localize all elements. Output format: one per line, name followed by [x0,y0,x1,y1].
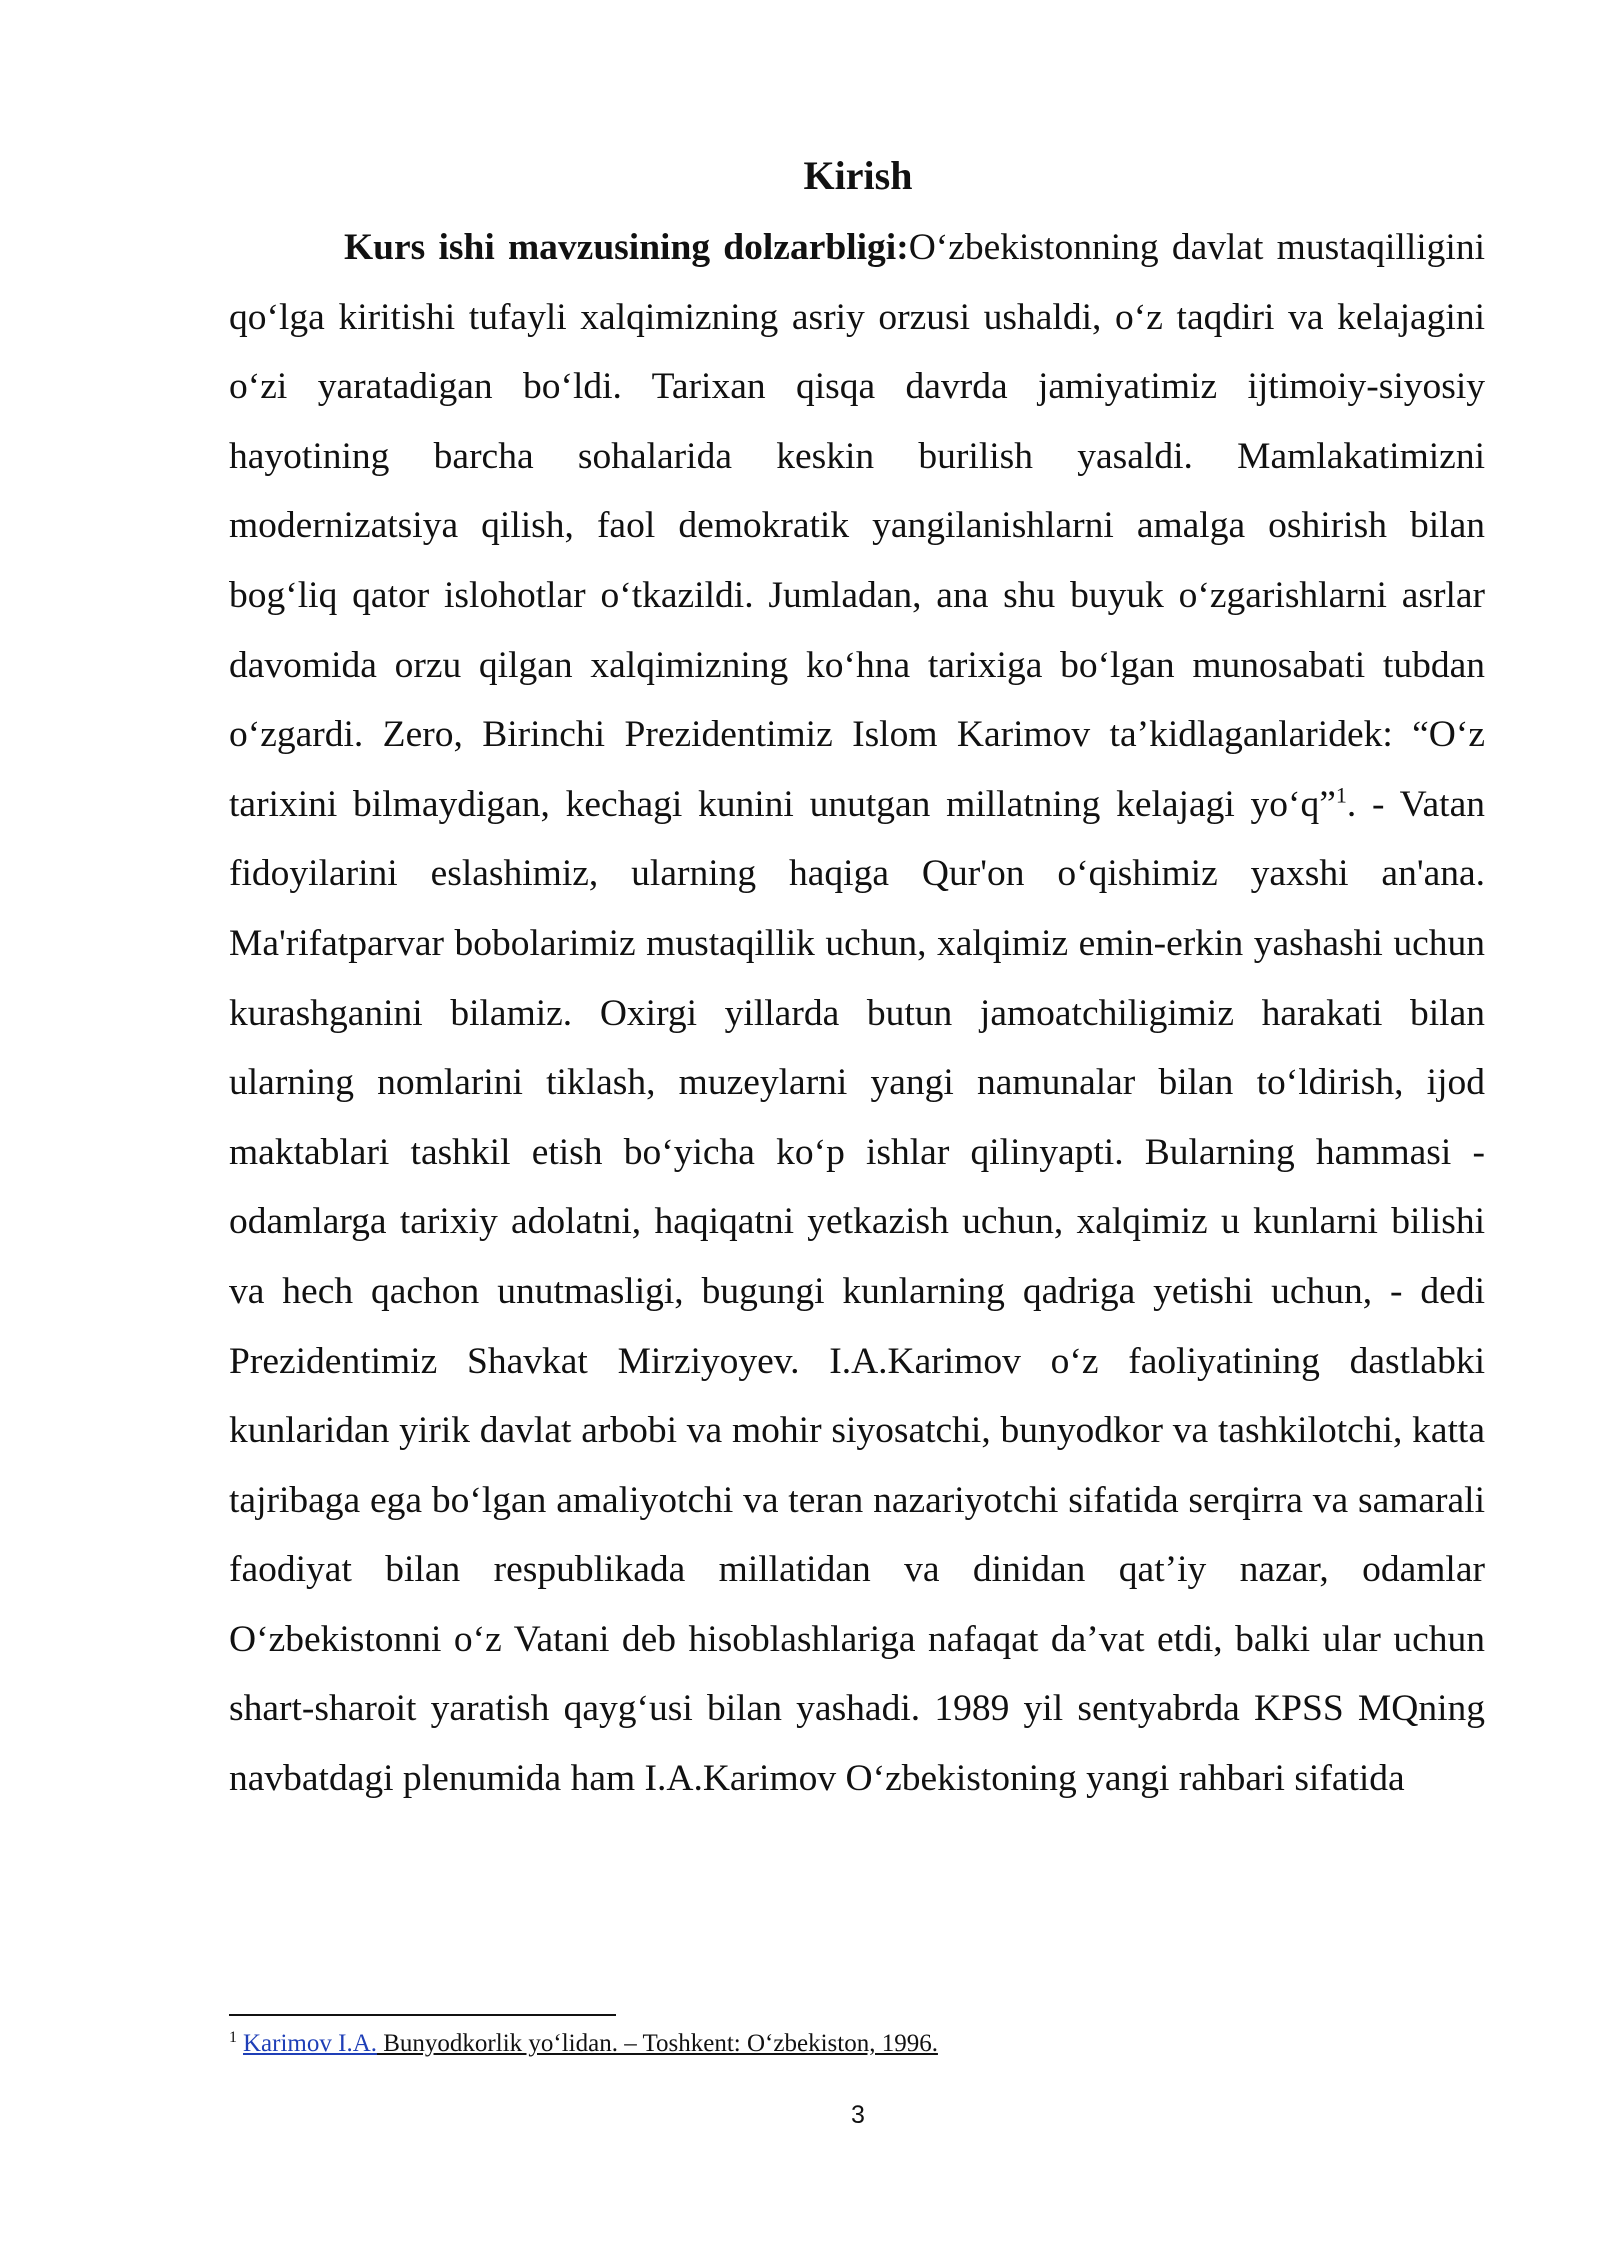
paragraph-lead: Kurs ishi mavzusining dolzarbligi: [344,227,909,268]
intro-paragraph [229,213,1485,1814]
paragraph-text-part1: O‘zbekistonning davlat mustaqilligini qo‘lga kiritishi tufayli xalqimizning asriy orzusi ushaldi, o‘z taqdiri va kelajagini o‘zi yaratadigan bo‘ldi. Tarixan qisqa davrda jamiyatimiz ijtimoiy-siyosiy hayotining barcha sohalarida keskin burilish yasaldi. Mamlakatimizni modernizatsiya qilish, faol demokratik yangilanishlarni amalga oshirish bilan bog‘liq qator islohotlar o‘tkazildi. Jumladan, ana shu buyuk o‘zgarishlarni asrlar davomida orzu qilgan xalqimizning ko‘hna tarixiga bo‘lgan munosabati tubdan o‘zgardi. Zero, Birinchi Prezidentimiz Islom Karimov ta’kidlaganlaridek: “O‘z tarixini bilmaydigan, kechagi kunini unutgan millatning kelajagi yo‘q” [229,227,1486,825]
footnote-number: 1 [229,2028,237,2046]
paragraph-text-part2: . - Vatan fidoyilarini eslashimiz, ularning haqiga Qur'on o‘qishimiz yaxshi an'ana. Ma'rifatparvar bobolarimiz mustaqillik uchun, xalqimiz emin-erkin yashashi uchun kurashganini bilamiz. Oxirgi yillarda butun jamoatchiligimiz harakati bilan ularning nomlarini tiklash, muzeylarni yangi namunalar bilan to‘ldirish, ijod maktablari tashkil etish bo‘yicha ko‘p ishlar qilinyapti. Bularning hammasi - odamlarga tarixiy adolatni, haqiqatni yetkazish uchun, xalqimiz u kunlarni bilishi va hech qachon unutmasligi, bugungi kunlarning qadriga yetishi uchun, - dedi Prezidentimiz Shavkat Mirziyoyev. I.A.Karimov o‘z faoliyatining dastlabki kunlaridan yirik davlat arbobi va mohir siyosatchi, bunyodkor va tashkilotchi, katta tajribaga ega bo‘lgan amaliyotchi va teran nazariyotchi sifatida serqirra va samarali faodiyat bilan respublikada millatidan va dinidan qat’iy nazar, odamlar O‘zbekistonni o‘z Vatani deb hisoblashlariga nafaqat da’vat etdi, balki ular uchun shart-sharoit yaratish qayg‘usi bilan yashadi. 1989 yil sentyabrda KPSS MQning navbatdagi plenumida ham I.A.Karimov O‘zbekistoning yangi rahbari sifatida [229,783,1485,1800]
footnote-author-link[interactable]: Karimov I.A. [243,2030,377,2057]
page-number: 3 [851,2101,865,2129]
footnote-citation: Bunyodkorlik yo‘lidan. – Toshkent: O‘zbekiston, 1996. [377,2030,938,2057]
page-title: Kirish [803,153,913,198]
footnote-reference[interactable]: 1 [1335,782,1347,808]
footnote-separator [229,2014,616,2016]
footnote [229,2026,1485,2062]
